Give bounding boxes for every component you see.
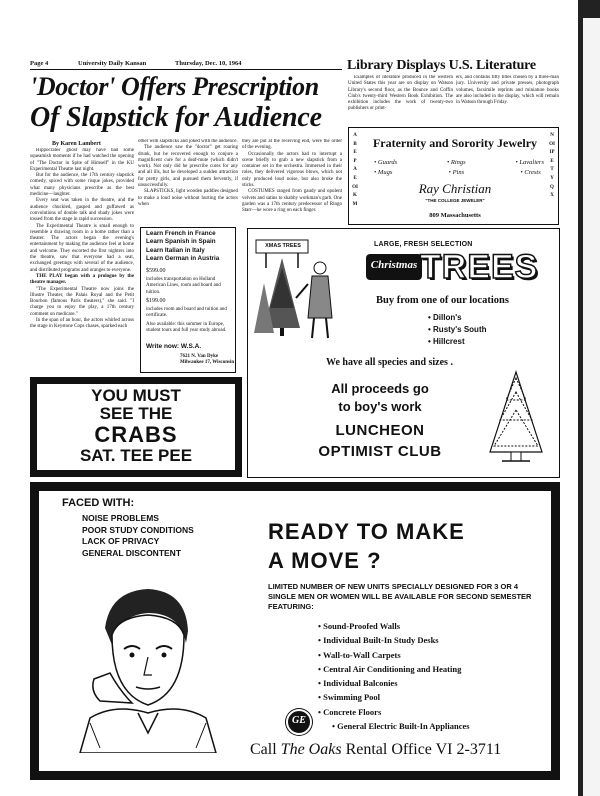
tree-lot-illustration [252,238,348,342]
problem-item: POOR STUDY CONDITIONS [82,524,194,535]
paragraph: Occasionally the actors had to interrupt a scene briefly to grab a new slapstick from a container set in the orchestra. Immersed in their roles, they delivered vigorous blows, which not only produced loud noise, but also broke the sticks. [242,151,342,189]
paragraph: COSTUMES ranged from gaudy and opulent velvets and satins to shabby workman's garb. One garden was a 17th century predecessor of Ringo Starr—he wore a ring on each finger. [242,189,342,214]
paragraph: THE PLAY began with a prologue by the theatre manager. [30,273,134,286]
ge-logo-text: GE [292,715,306,726]
problem-item: NOISE PROBLEMS [82,513,159,523]
trees-kicker: LARGE, FRESH SELECTION [374,241,473,248]
feature-item: • Sound-Proofed Walls [318,621,401,631]
wsa-cta: Write now: W.S.A. [146,343,202,350]
proceeds-line-1: All proceeds go [331,381,429,396]
location-list [428,312,487,348]
library-col-2: ers, and contains fifty titles chosen by a three-man jury. University and private presses, photograph volumes, facsimile reprints and miniature books are also included in the display, which will remain in Watson through Friday. [456,75,559,106]
paragraph: The audience saw the "doctor" get roaring drunk, but he recovered enough to conjure a magnificent cure for a deaf-mute (which didn't work). Not only did he prescribe cures for any and all ills, but he developed a sudden attraction for pretty girls, and pursued them fervently, if unsuccessfully. [138,145,238,189]
issue-date: Thursday, Dec. 10, 1964 [175,60,242,67]
wsa-line: Learn Spanish in Spain [146,238,216,246]
wsa-line: Learn French in France [146,230,216,237]
feature-item: • Individual Balconies [318,678,398,689]
paragraph: other with slapsticks and joked with the audience. [138,139,238,144]
rental-office-phone: Rental Office VI 2-3711 [345,741,502,758]
call-line [250,741,501,759]
call-word: Call [250,741,277,758]
paragraph: "The Experimental Theatre now joins the Illustre Theater, the Palais Royal and the Petit Bourbon (famous Paris theaters)," she said. "I charge you to enjoy the play, a 17th century comment on medicare." [30,286,134,317]
feature-item: • General Electric Built-In Appliances [332,721,470,732]
species-line: We have all species and sizes . [326,357,453,368]
crabs-line-2: SEE THE [99,404,173,423]
feature-list [318,619,470,733]
header-rule [30,69,342,70]
feature-item: • Individual Built-In Study Desks [318,635,439,646]
problem-item: GENERAL DISCONTENT [82,547,182,558]
christmas-tree-icon [484,370,548,468]
wsa-lines [146,230,234,264]
jewelry-items [374,158,544,178]
location-item: • Hillcrest [428,337,465,346]
christmas-word: Christmas [370,259,418,271]
wsa-line: Learn German in Austria [146,255,220,263]
wsa-desc-2: includes room and board and tuition and certificate. [146,307,227,319]
buy-locations: Buy from one of our locations [376,295,509,306]
jewelry-item: • Rings [446,159,466,166]
byline: By Karen Lambert [52,141,101,147]
feature-item: • Wall-to-Wall Carpets [318,649,401,660]
jewelry-item: • Mugs [374,169,393,176]
feature-item: • Central Air Conditioning and Heating [318,663,462,674]
feature-item: • Concrete Floors [318,706,382,717]
doctor-headline-2: Of Slapstick for Audience [30,102,322,133]
faced-with: FACED WITH: [62,497,135,509]
paper-name: University Daily Kansan [78,60,147,67]
problem-list [82,513,194,559]
paragraph: The Experimental Theatre is small enough to resemble a drawing room in a home rather than a theater. The actors began the evening's entertainment by making the audience feel at home and welcome. They escorted the first nighters into the theatre, saw that everyone had a seat, exchanged greetings with several of the audience, and distributed programs and oranges to everyone. [30,223,134,273]
page-edge-paper [583,18,600,796]
wsa-desc-3: Also available: this summer in Europe, student tours and full year study abroad. [146,322,227,334]
oaks-intro: LIMITED NUMBER OF NEW UNITS SPECIALLY DESIGNED FOR 3 OR 4 SINGLE MEN OR WOMEN WILL BE AVAILABLE FOR SECOND SEMESTER FEATURING: [268,582,532,611]
library-col-1: Examples of literature produced in the western United States this year are on display on Watson Library's second floor, as the Bounce and Coffin Club's twenty-third Western Book Exhibition. The exhibition includes the work of twenty-two publishers or print- [348,75,453,112]
jewelry-left-letters: ABEPAEOIKM [352,133,358,207]
student-portrait-illustration [60,573,230,753]
jewelry-title: Fraternity and Sorority Jewelry [372,136,538,150]
oaks-headline-2: A MOVE ? [268,548,382,573]
location-item: • Dillon's [428,313,462,322]
wsa-price-2: $199.00 [146,298,166,304]
problem-item: LACK OF PRIVACY [82,536,160,546]
paragraph: In the span of an hour, the actors whirled across the stage in Keystone Cops chases, sparked each [30,318,134,330]
jewelry-item: • Crests [520,169,541,176]
tree-lot-sign: XMAS TREES [265,243,301,249]
crabs-line-3: CRABS [94,422,178,447]
paragraph: Every seat was taken in the theatre, and the audience chuckled, gasped and guffawed as convolutions of double talk and shady jokes were tossed from the stage in rapid succession. [30,198,134,223]
jeweler-tagline: "THE COLLEGE JEWELER" [425,198,485,203]
feature-item: • Swimming Pool [318,692,381,703]
location-item: • Rusty's South [428,325,487,334]
the-oaks-name: The Oaks [280,741,342,758]
jeweler-address: 809 Massachusetts [429,212,481,219]
jeweler-name: Ray Christian [418,181,492,196]
wsa-price-1: $599.00 [146,268,166,274]
doctor-col-3 [242,139,342,225]
library-headline: Library Displays U.S. Literature [347,58,536,73]
jewelry-item: • Pins [448,169,465,176]
paragraph: But for the audience, the 17th century slapstick comedy, spiced with some risque jokes, provided what many physicians prescribe as the best medicine—laughter. [30,173,134,198]
paragraph: they are put at the receiving end, were the order of the evening. [242,139,342,151]
jewelry-right-letters: NOIIPETYQX [549,133,555,199]
wsa-line: Learn Italian in Italy [146,246,205,254]
crabs-line-4: SAT. TEE PEE [79,446,193,465]
doctor-headline-1: 'Doctor' Offers Prescription [30,72,319,101]
jewelry-item: • Guards [374,159,398,166]
crabs-line-1: YOU MUST [91,386,181,405]
club-line-1: LUNCHEON [335,422,425,439]
paragraph: Hippocrates' ghost may have had some squeamish moments if he had watched the opening of "The Doctor in Spite of Himself" in the KU Experimental Theatre last night. [30,148,134,172]
doctor-col-2 [138,139,238,225]
oaks-headline-1: READY TO MAKE [268,519,465,544]
club-line-2: OPTIMIST CLUB [318,443,442,460]
proceeds-line-2: to boy's work [338,399,422,414]
paragraph: SLAPSTICKS, light wooden paddles designed to make a loud noise without hurting the actors when [138,189,238,207]
wsa-desc-1: includes transportation on Holland American Lines, room and board and tuition. [146,277,221,295]
wsa-address: 7621 N. Van Dyke Milwaukee 17, Wisconsin [180,354,235,365]
page-number: Page 4 [30,60,49,67]
trees-word: TREES [420,248,539,286]
doctor-col-1 [30,148,134,381]
jewelry-item: • Lavaliers [515,159,544,166]
